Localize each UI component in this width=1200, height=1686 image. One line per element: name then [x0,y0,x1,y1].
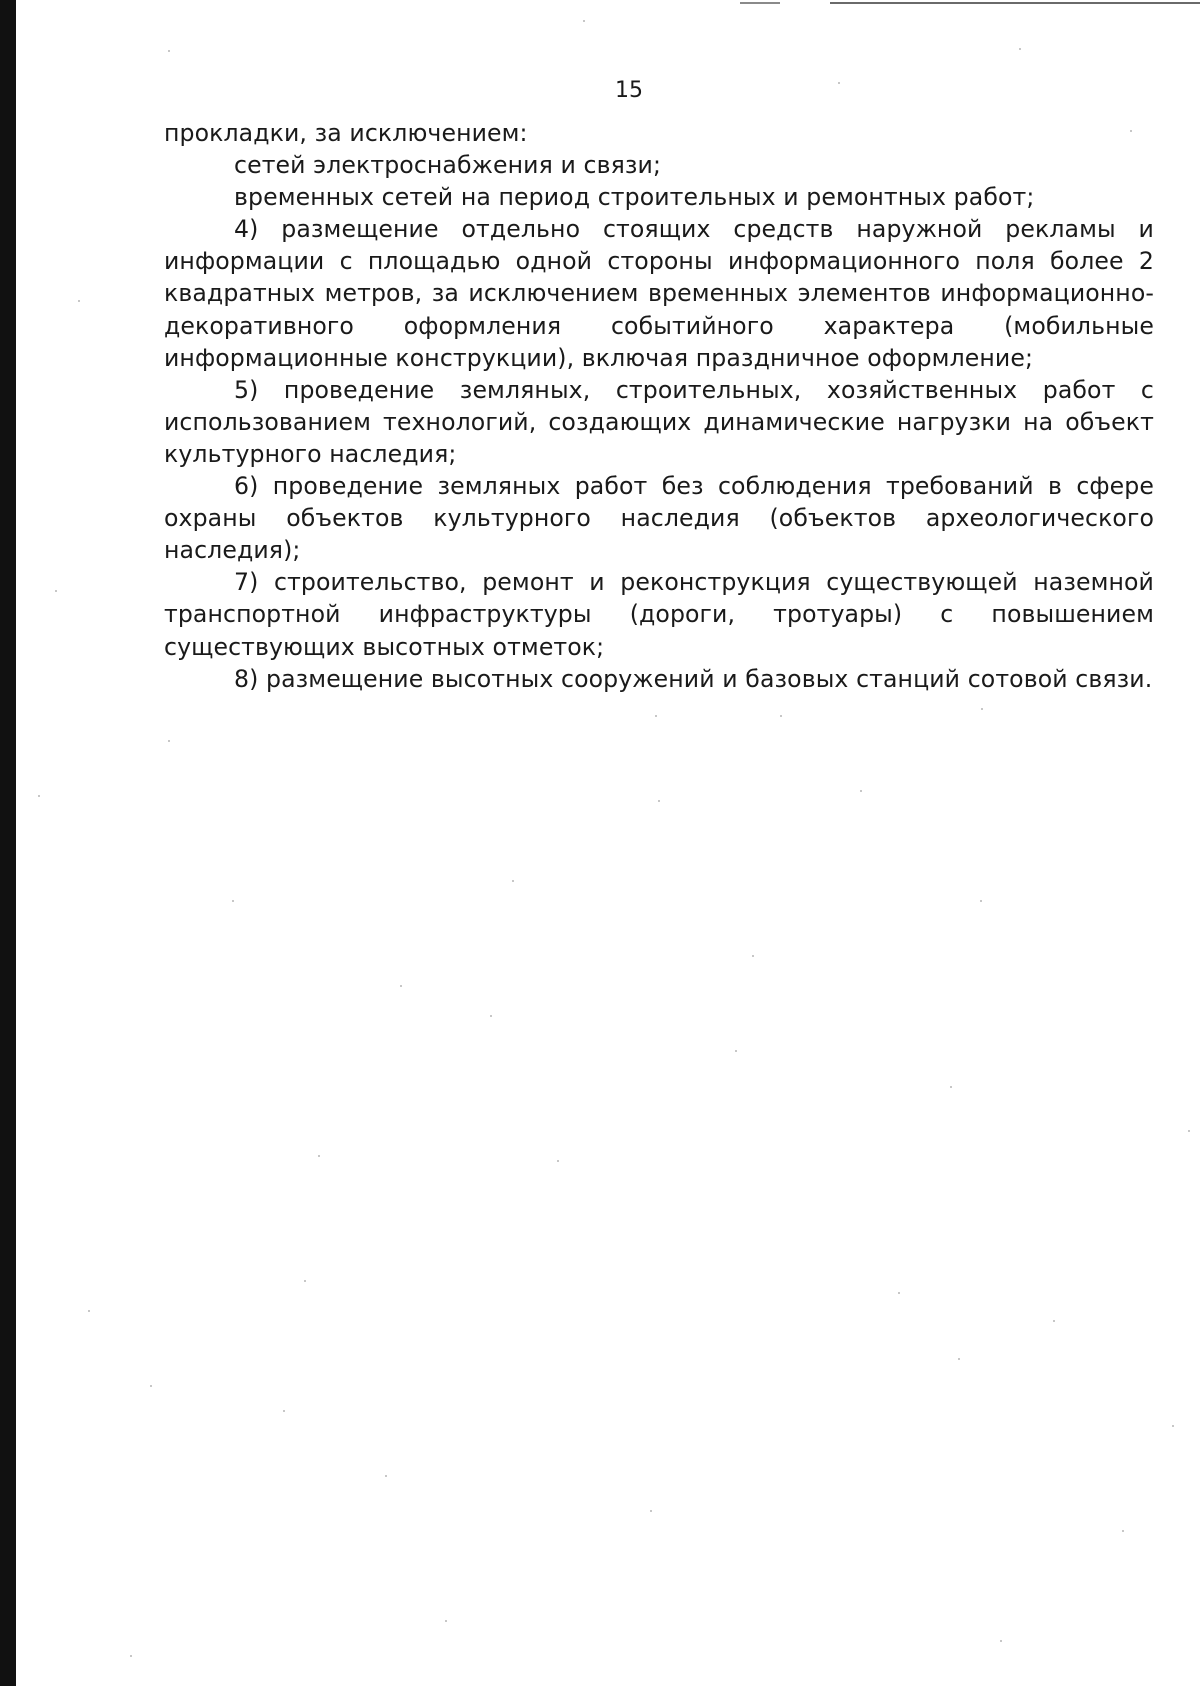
scan-speck [150,1385,152,1387]
scan-speck [1019,48,1021,50]
scan-speck [78,300,80,302]
scan-speck [958,1358,960,1360]
scan-border-artifact [0,0,16,1686]
scan-speck [232,900,234,902]
paragraph-intro: прокладки, за исключением: [164,119,528,147]
document-body [164,117,1154,695]
scan-speck [650,1510,652,1512]
list-item-8-high-rise-cellular: 8) размещение высотных сооружений и базовых станций сотовой связи. [234,664,1153,693]
scan-line-artifact [830,2,1200,4]
scan-speck [88,1310,90,1312]
scan-speck [980,900,982,902]
scan-speck [512,880,514,882]
list-item-5-earthworks-dynamic-loads: 5) проведение земляных, строительных, хозяйственных работ с использованием технологий, создающих динамические нагрузки на объект культурного наследия; [164,375,1154,468]
scan-speck [1122,1530,1124,1532]
list-item-exception-temporary-networks: временных сетей на период строительных и ремонтных работ; [234,183,1035,212]
scan-speck [1053,1320,1055,1322]
scan-speck [898,1292,900,1294]
scan-speck [168,740,170,742]
scan-speck [55,590,57,592]
scan-speck [658,800,660,802]
scan-speck [490,1015,492,1017]
scan-speck [981,708,983,710]
scan-speck [385,1475,387,1477]
scan-line-artifact [740,2,780,4]
scan-speck [445,1620,447,1622]
scan-speck [400,985,402,987]
list-item-7-transport-infrastructure: 7) строительство, ремонт и реконструкция существующей наземной транспортной инфраструктуры (дороги, тротуары) с повышением существующих высотных отметок; [164,568,1154,661]
scan-speck [735,1050,737,1052]
list-item-4-outdoor-advertising: 4) размещение отдельно стоящих средств наружной рекламы и информации с площадью одной стороны информационного поля более 2 квадратных метров, за исключением временных элементов информационно-декоративного оформления событийного характера (мобильные информационные конструкции), включая праздничное оформление; [164,215,1154,372]
scan-speck [1000,1640,1002,1642]
scan-speck [780,715,782,717]
scan-speck [950,1086,952,1088]
scan-speck [283,1410,285,1412]
scan-speck [168,50,170,52]
scan-speck [318,1155,320,1157]
scan-speck [557,1160,559,1162]
scan-speck [304,1280,306,1282]
scan-speck [655,715,657,717]
scan-speck [38,795,40,797]
scan-speck [752,955,754,957]
list-item-exception-power-comm: сетей электроснабжения и связи; [234,151,661,180]
list-item-6-earthworks-heritage: 6) проведение земляных работ без соблюдения требований в сфере охраны объектов культурного наследия (объектов археологического наследия); [164,472,1154,565]
scan-speck [1188,1130,1190,1132]
scan-speck [860,790,862,792]
scan-speck [1172,1425,1174,1427]
page-number: 15 [615,78,643,103]
scan-speck [130,1655,132,1657]
scan-speck [583,20,585,22]
